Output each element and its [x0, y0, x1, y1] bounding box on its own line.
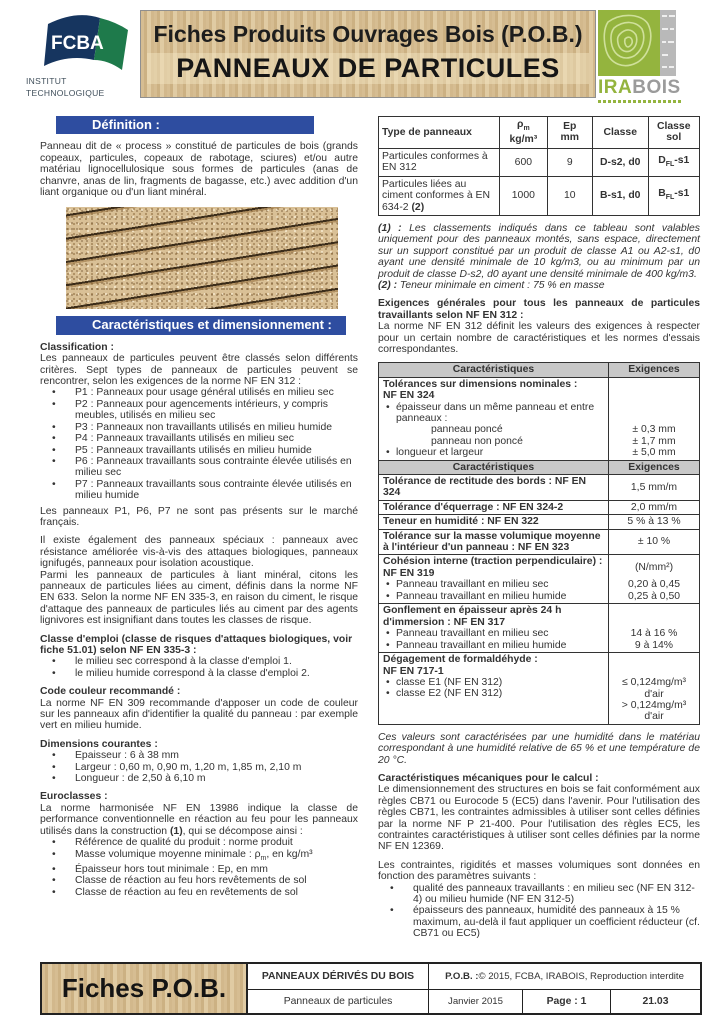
list-item: • Référence de qualité du produit : norme produit: [40, 837, 358, 848]
col-header-classe-sol: Classe sol: [648, 117, 700, 149]
right-column: [378, 116, 700, 940]
footer-sheet-title: Panneaux de particules: [248, 989, 428, 1014]
table-row: Particules liées au ciment conformes à EN 634-2 (2) 1000 10 B-s1, d0 $B_{FL}-s1$: [379, 176, 700, 215]
params-intro: Les contraintes, rigidités et masses volumiques sont données en fonction des paramètres suivants :: [378, 859, 700, 883]
params-list: [378, 883, 700, 940]
footer-date: Janvier 2015: [428, 989, 522, 1014]
classification-intro: Les panneaux de particules peuvent être classés selon différents critères. Sept types de panneaux de particules peuvent se rencontrer, selon les exigences de la norme NF EN 312 :: [40, 353, 358, 388]
table-header-row: [379, 117, 700, 149]
list-item: • Epaisseur : 6 à 38 mm: [40, 750, 358, 761]
footnote-1: (1) : Les classements indiqués dans ce tableau sont valables uniquement pour des panneaux montés, sans espace, directement sur un support constitué par un produit de classe A1 ou A2-s1, d0 ayant une densité minimale de 10 kg/m3, ou au minimum par un produit de classe D-s2, d0 ayant une densité minimale de 400 kg/m3.: [378, 222, 700, 280]
fcba-logo: [24, 12, 134, 100]
table-row-rectitude: Tolérance de rectitude des bords : NF EN 324 1,5 mm/m: [379, 475, 700, 501]
list-item: • Largeur : 0,60 m, 0,90 m, 1,20 m, 1,85 m, 2,10 m: [40, 762, 358, 773]
page-header: [24, 8, 702, 102]
dimensions-list: [40, 750, 358, 784]
col-header-classe: Classe: [592, 117, 648, 149]
footer-table: [248, 964, 700, 1013]
table-row-gonflement: Gonflement en épaisseur après 24 h d'immersion : NF EN 317 • Panneau travaillant en milieu sec • Panneau travaillant en milieu humide 14 à 16 % 9 à 14%: [379, 604, 700, 653]
euroclasses-paragraph: La norme harmonisée NF EN 13986 indique la classe de performance conventionnelle en réaction au feu pour les panneaux utilisés dans la construction (1), qui se décompose ainsi :: [40, 802, 358, 837]
table-row-dimensions: Tolérances sur dimensions nominales : NF EN 324 • épaisseur dans un même panneau et entre panneaux : panneau poncé panneau non poncé • longueur et largeur ± 0,3 mm ± 1,7 mm ± 5,0 mm: [379, 377, 700, 460]
table-row-humidite: Teneur en humidité : NF EN 322 5 % à 13 %: [379, 515, 700, 529]
code-couleur-title: Code couleur recommandé :: [40, 686, 181, 698]
panel-classification-table: [378, 116, 700, 216]
footer-series-title: PANNEAUX DÉRIVÉS DU BOIS: [261, 970, 415, 982]
table-row-masse-volumique: Tolérance sur la masse volumique moyenne à l'intérieur d'un panneau : NF EN 323 ± 10 %: [379, 529, 700, 555]
humidity-note: Ces valeurs sont caractérisées par une humidité dans le matériau correspondant à une humidité relative de 65 % et une température de 20 °C.: [378, 731, 700, 766]
title-banner: [140, 10, 596, 98]
table-row: Particules conformes à EN 312 600 9 D-s2, d0 $D_{FL}-s1$: [379, 148, 700, 176]
fcba-subtitle: INSTITUT TECHNOLOGIQUE: [26, 76, 105, 98]
footnote-2: (2) : Teneur minimale en ciment : 75 % en masse: [378, 279, 605, 291]
footer-page-number: Page : 1: [522, 989, 610, 1014]
page-footer: [40, 962, 702, 1015]
col-header-density: $\rho_m$ kg/m³: [500, 117, 547, 149]
list-item: • le milieu humide correspond à la classe d'emploi 2.: [40, 668, 358, 679]
table-row-equerrage: Tolérance d'équerrage : NF EN 324-2 2,0 mm/m: [379, 500, 700, 514]
classe-emploi-list: [40, 656, 358, 679]
not-marketed-note: Les panneaux P1, P6, P7 ne sont pas présents sur le marché français.: [40, 505, 358, 528]
special-panels-paragraph: Il existe également des panneaux spéciaux : panneaux avec résistance améliorée vis-à-vis des attaques biologiques, panneaux ignifugés, panneaux pour isolation acoustique.: [40, 535, 358, 570]
col-header-type: Type de panneaux: [379, 117, 500, 149]
list-item: • Classe de réaction au feu hors revêtements de sol: [40, 875, 358, 886]
list-item: • P5 : Panneaux travaillants utilisés en milieu humide: [40, 445, 358, 456]
meca-paragraph: Le dimensionnement des structures en bois se fait conformément aux règles CB71 ou Eurocode 5 (EC5) dans l'avenir. Pour l'utilisation des règles CB71, les contraintes admissibles à utiliser sont celles définies par la norme NF P 21-400. Pour l'utilisation des règles EC5, les contraintes caractéristiques à utiliser sont celles définies par la norme NF EN 12369.: [378, 784, 700, 853]
fcba-flag-icon: [36, 12, 132, 72]
list-item: • P6 : Panneaux travaillants sous contrainte élevée utilisés en milieu sec: [40, 456, 358, 479]
list-item: • le milieu sec correspond à la classe d'emploi 1.: [40, 656, 358, 667]
section-heading-definition: Définition :: [56, 116, 314, 134]
classification-title: Classification :: [40, 341, 114, 353]
requirements-table: [378, 362, 700, 724]
irabois-logo: [598, 10, 702, 103]
footer-sheet-code: 21.03: [610, 989, 700, 1014]
document-series-title: Fiches Produits Ouvrages Bois (P.O.B.): [153, 21, 583, 47]
list-item: • P1 : Panneaux pour usage général utilisés en milieu sec: [40, 387, 358, 398]
list-item: • Longueur : de 2,50 à 6,10 m: [40, 773, 358, 784]
meca-title: Caractéristiques mécaniques pour le calcul :: [378, 772, 599, 784]
dimensions-title: Dimensions courantes :: [40, 738, 158, 750]
code-couleur-paragraph: La norme NF EN 309 recommande d'apposer un code de couleur sur les panneaux afin d'identifier la qualité du panneau : par exemple vert en milieu humide.: [40, 697, 358, 732]
list-item: • Masse volumique moyenne minimale : $\rho_m$, en kg/m³: [40, 849, 358, 864]
mineral-binder-paragraph: Parmi les panneaux de particules à liant minéral, citons les panneaux de particules liées au ciment, définis dans la norme NF EN 633. Selon la norme NF EN 335-3, en raison du ciment, le risque d'attaque des panneaux de particules liés au ciment par des agents lignivores est insignifiant dans toutes les classes de risque.: [40, 569, 358, 627]
exigences-paragraph: La norme NF EN 312 définit les valeurs des exigences à respecter pour un certain nombre de caractéristiques et les normes d'essais correspondantes.: [378, 321, 700, 355]
page-title: PANNEAUX DE PARTICULES: [176, 53, 560, 83]
definition-paragraph: Panneau dit de « process » constitué de particules de bois (grands copeaux, particules, copeaux de rabotage, sciures) et/ou autre matériau lignocellulosique sous formes de particules (anas de chanvre, anas de lin, fragments de bagasse, etc.) avec addition d'un liant organique ou d'un liant minéral.: [40, 141, 358, 199]
irabois-wordmark: IRABOIS: [598, 77, 681, 98]
section-heading-caracteristiques: Caractéristiques et dimensionnement :: [56, 316, 346, 334]
list-item: • Épaisseur hors tout minimale : Ep, en mm: [40, 864, 358, 875]
list-item: • P3 : Panneaux non travaillants utilisés en milieu humide: [40, 422, 358, 433]
panel-types-list: [40, 387, 358, 501]
list-item: • P2 : Panneaux pour agencements intérieurs, y compris meubles, utilisés en milieu sec: [40, 399, 358, 422]
list-item: • Classe de réaction au feu en revêtements de sol: [40, 887, 358, 898]
list-item: • qualité des panneaux travaillants : en milieu sec (NF EN 312-4) ou milieu humide (NF EN 312-5): [378, 883, 700, 906]
irabois-tagline: [598, 100, 682, 103]
svg-text:FCBA: FCBA: [51, 33, 104, 54]
table-header-row: Caractéristiques Exigences: [379, 363, 700, 377]
table-row-formaldehyde: Dégagement de formaldéhyde : NF EN 717-1 • classe E1 (NF EN 312) • classe E2 (NF EN 312) ≤ 0,124mg/m³ d'air > 0,124mg/m³ d'air: [379, 653, 700, 725]
list-item: • épaisseurs des panneaux, humidité des panneaux à 15 % maximum, au-delà il faut appliquer un coefficient réducteur (cf. CB71 ou EC5): [378, 905, 700, 939]
list-item: • P4 : Panneaux travaillants utilisés en milieu sec: [40, 433, 358, 444]
col-header-thickness: Ep mm: [547, 117, 592, 149]
euroclasses-list: [40, 837, 358, 898]
document-title-band: [147, 53, 589, 84]
footer-copyright: P.O.B. : © 2015, FCBA, IRABOIS, Reproduction interdite: [428, 964, 700, 989]
table-header-row: Caractéristiques Exigences: [379, 460, 700, 474]
euroclasses-title: Euroclasses :: [40, 791, 108, 803]
classe-emploi-title: Classe d'emploi (classe de risques d'attaques biologiques, voir fiche 51.01) selon NF EN 335-3 :: [40, 633, 353, 656]
left-column: [40, 116, 358, 898]
table-row-cohesion: Cohésion interne (traction perpendiculaire) : NF EN 319 • Panneau travaillant en milieu sec • Panneau travaillant en milieu humide (N/mm²) 0,20 à 0,45 0,25 à 0,50: [379, 555, 700, 604]
footer-brand: Fiches P.O.B.: [42, 964, 248, 1013]
particle-board-image: [66, 207, 338, 309]
irabois-mark-icon: [598, 10, 682, 76]
exigences-title: Exigences générales pour tous les panneaux de particules travaillants selon NF EN 312 :: [378, 298, 700, 321]
list-item: • P7 : Panneaux travaillants sous contrainte élevée utilisés en milieu humide: [40, 479, 358, 502]
